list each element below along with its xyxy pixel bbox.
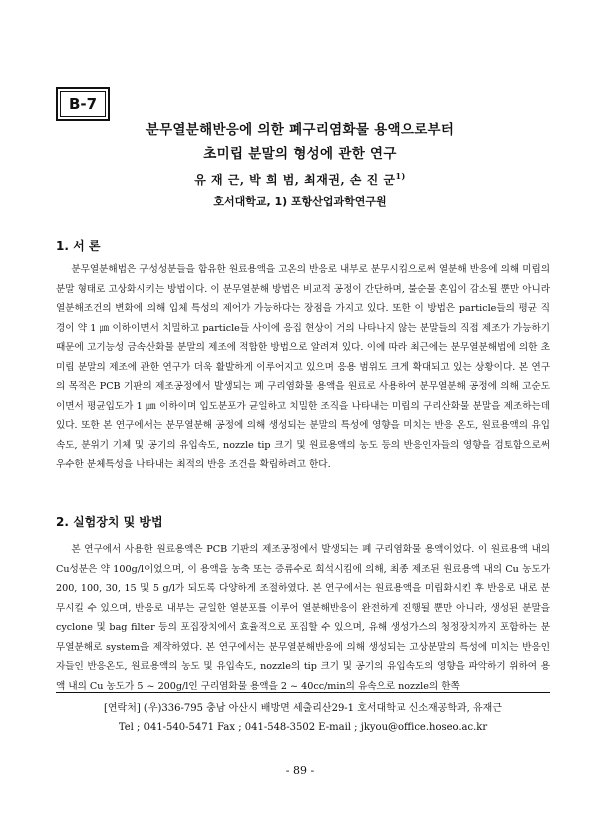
contact-phone-email: Tel ; 041-540-5471 Fax ; 041-548-3502 E-mail ; jkyou@office.hoseo.ac.kr: [118, 722, 488, 733]
authors-affiliation-mark: 1): [395, 171, 406, 181]
authors-names: 유 재 근, 박 희 범, 최재권, 손 진 군: [194, 173, 396, 187]
authors: [0, 171, 600, 188]
section1-heading: 1. 서 론: [56, 239, 101, 253]
contact-address: [연락처] (우)336-795 충남 아산시 배방면 세출리산29-1 호서대학교 신소재공학과, 유재근: [103, 703, 503, 714]
affiliation: 호서대학교, 1) 포항산업과학연구원: [213, 195, 387, 208]
section2-body: [56, 540, 550, 696]
paper-title-line2: 초미립 분말의 형성에 관한 연구: [203, 146, 397, 162]
paper-title-line1: 분무열분해반응에 의한 폐구리염화물 용액으로부터: [145, 122, 455, 138]
session-label: B-7: [56, 87, 110, 121]
section1-paragraph: 분무열분해법은 구성성분들을 함유한 원료용액을 고온의 반응로 내부로 분무시킴으로써 열분해 반응에 의해 미립의 분말 형태로 고상화시키는 방법이다. 이 분무열분해 방법은 비교적 공정이 간단하며, 불순물 혼입이 감소될 뿐만 아니라 열분해조건의 변화에 의해 입체 특성의 제어가 가능하다는 장점을 가지고 있다. 또한 이 방법은 particle들의 평균 직경이 약 1 ㎛ 이하이면서 치밀하고 particle들 사이에 응집 현상이 거의 나타나지 않는 분말들의 직접 제조가 가능하기 때문에 고기능성 금속산화물 분말의 제조에 적합한 방법으로 알려져 있다. 이에 따라 최근에는 분무열분해법에 의한 초미립 분말의 제조에 관한 연구가 더욱 활발하게 이루어지고 있으며 응용 범위도 크게 확대되고 있는 상황이다. 본 연구의 목적은 PCB 기판의 제조공정에서 발생되는 폐 구리염화물 용액을 원료로 사용하여 분무열분해 공정에 의해 고순도이면서 평균입도가 1 ㎛ 이하이며 입도분포가 균일하고 치밀한 조직을 나타내는 미립의 구리산화물 분말을 제조하는데 있다. 또한 본 연구에서는 분무열분해 공정에 의해 생성되는 분말의 특성에 영향을 미치는 반응 온도, 원료용액의 유입속도, 분위기 기체 및 공기의 유입속도, nozzle tip 크기 및 원료용액의 농도 등의 반응인자들의 영향을 검토함으로써 우수한 분체특성을 나타내는 최적의 반응 조건을 확립하려고 한다.: [56, 264, 550, 470]
section2-heading: 2. 실험장치 및 방법: [56, 515, 163, 529]
page-number: - 89 -: [285, 764, 315, 777]
section2-paragraph: 본 연구에서 사용한 원료용액은 PCB 기판의 제조공정에서 발생되는 폐 구리염화물 용액이었다. 이 원료용액 내의 Cu성분은 약 100g/l이었으며, 이 용액을 농축 또는 증류수로 희석시킴에 의해, 최종 제조된 원료용액 내의 Cu 농도가 200, 100, 30, 15 및 5 g/l가 되도록 다양하게 조절하였다. 본 연구에서는 원료용액을 미립화시킨 후 반응로 내로 분무시킬 수 있으며, 반응로 내부는 균일한 열분포를 이루어 열분해반응이 완전하게 진행될 뿐만 아니라, 생성된 분말을 cyclone 및 bag filter 등의 포집장치에서 효율적으로 포집할 수 있으며, 유해 생성가스의 청정장치까지 포함하는 분무열분해로 system을 제작하였다. 본 연구에서는 분무열분해반응에 의해 생성되는 고상분말의 특성에 미치는 반응인자들인 반응온도, 원료용액의 농도 및 유입속도, nozzle의 tip 크기 및 공기의 유입속도의 영향을 파악하기 위하여 용액 내의 Cu 농도가 5 ~ 200g/l인 구리염화물 용액을 2 ~ 40cc/min의 유속으로 nozzle의 한쪽: [56, 544, 550, 692]
footnote-divider: [56, 692, 550, 693]
section1-body: [56, 260, 550, 475]
contact-info: [56, 699, 550, 737]
